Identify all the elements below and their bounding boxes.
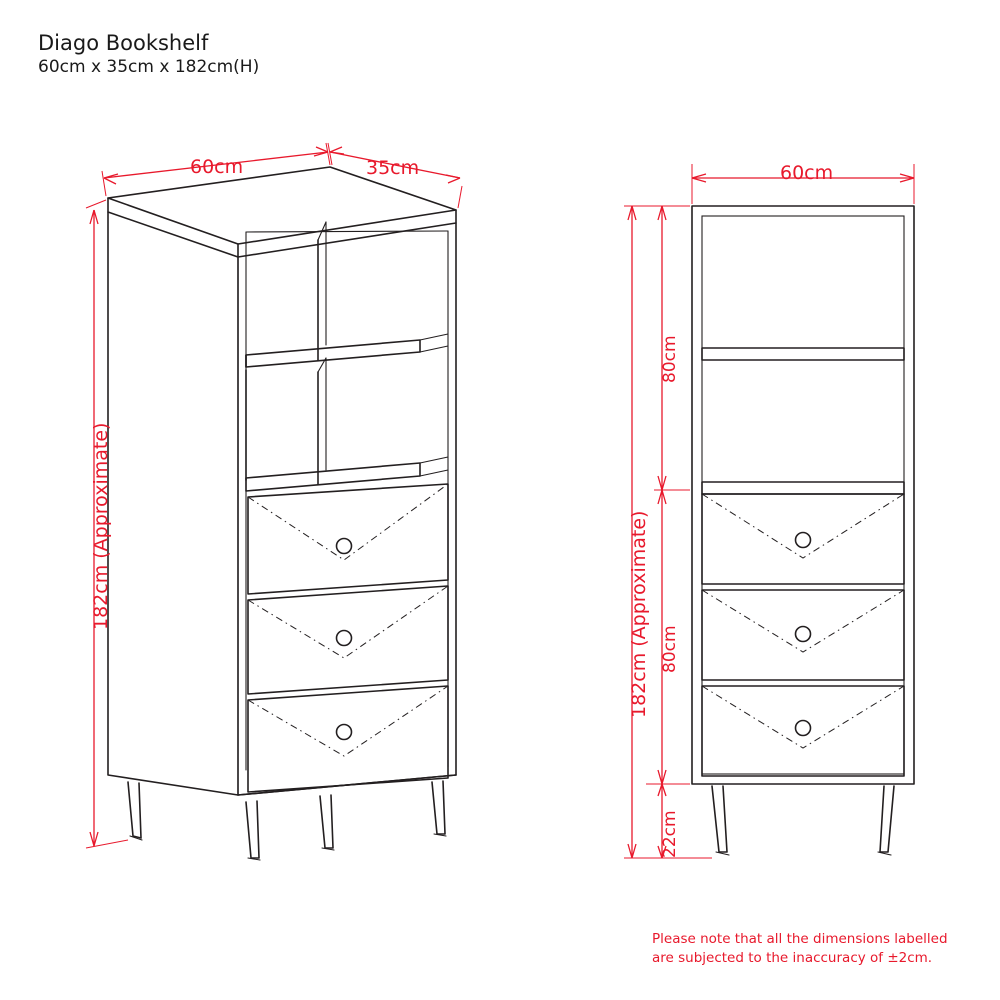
right-front-view [692,206,914,855]
left-perspective-view [108,167,456,860]
leg-section-label: 22cm [660,810,680,858]
left-depth-label: 35cm [366,157,420,179]
left-height-label: 182cm (Approximate) [90,422,112,630]
page-subtitle: 60cm x 35cm x 182cm(H) [38,57,260,77]
right-width-label: 60cm [780,162,834,184]
lower-section-label: 80cm [660,625,680,673]
right-view-dimensions [624,164,914,858]
tolerance-note [652,930,948,968]
tolerance-note-line2: are subjected to the inaccuracy of ±2cm. [652,950,933,966]
left-width-label: 60cm [190,156,244,178]
tolerance-note-line1: Please note that all the dimensions labelled [652,931,948,947]
upper-section-label: 80cm [660,335,680,383]
page-title: Diago Bookshelf [38,31,209,55]
right-height-label: 182cm (Approximate) [628,510,650,718]
